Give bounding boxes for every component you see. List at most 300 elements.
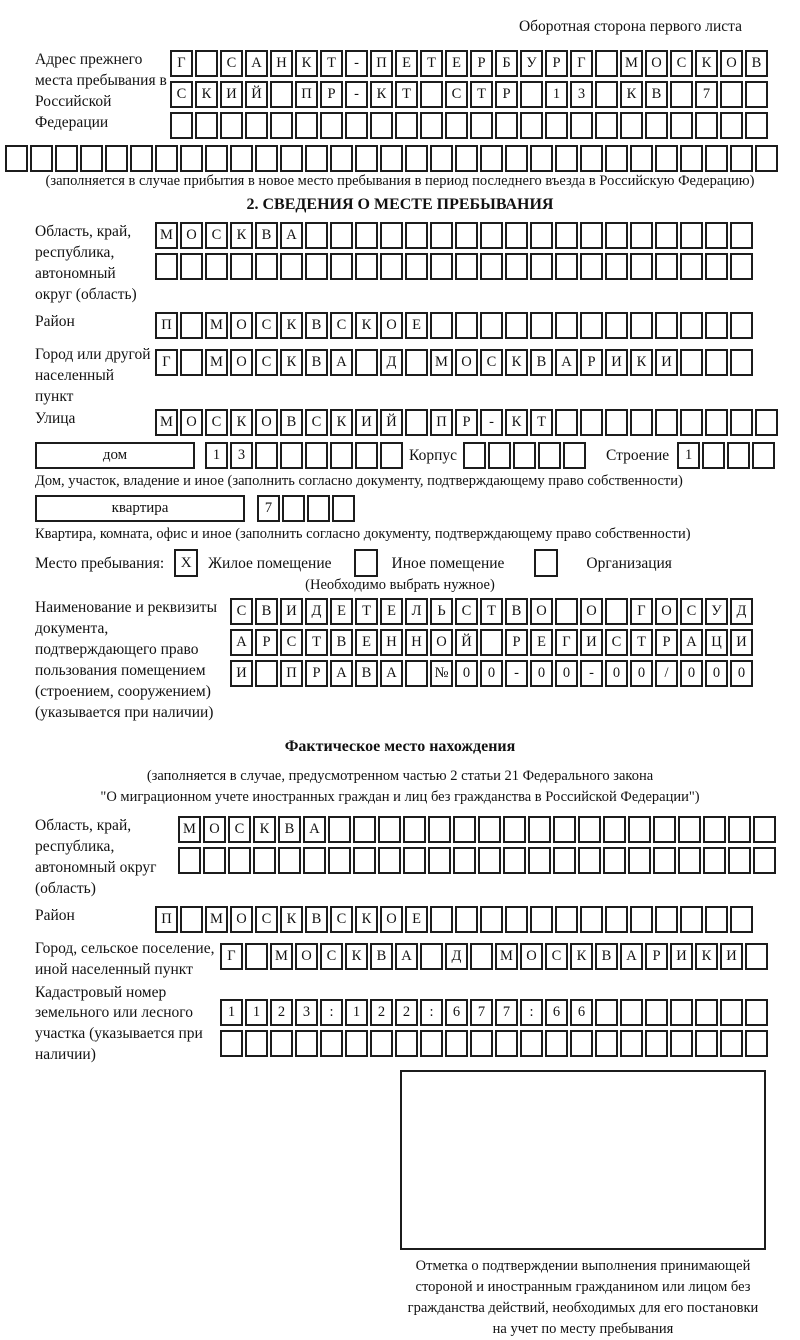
char-cell[interactable]: К bbox=[280, 312, 303, 339]
char-cell[interactable] bbox=[378, 847, 401, 874]
char-cell[interactable]: В bbox=[255, 222, 278, 249]
char-cell[interactable]: М bbox=[270, 943, 293, 970]
char-cell[interactable]: С bbox=[255, 312, 278, 339]
char-cell[interactable]: К bbox=[230, 222, 253, 249]
char-cell[interactable] bbox=[178, 847, 201, 874]
char-cell[interactable]: С bbox=[445, 81, 468, 108]
char-cell[interactable]: М bbox=[155, 409, 178, 436]
checkbox-other-premises[interactable] bbox=[354, 549, 378, 577]
char-cell[interactable]: О bbox=[230, 312, 253, 339]
char-cell[interactable] bbox=[730, 145, 753, 172]
char-cell[interactable]: С bbox=[605, 629, 628, 656]
char-cell[interactable] bbox=[620, 999, 643, 1026]
char-cell[interactable] bbox=[180, 312, 203, 339]
char-cell[interactable] bbox=[655, 312, 678, 339]
char-cell[interactable]: - bbox=[345, 50, 368, 77]
char-cell[interactable]: Т bbox=[530, 409, 553, 436]
char-cell[interactable] bbox=[595, 999, 618, 1026]
char-cell[interactable] bbox=[295, 112, 318, 139]
char-cell[interactable]: С bbox=[255, 906, 278, 933]
char-cell[interactable] bbox=[453, 847, 476, 874]
char-cell[interactable]: О bbox=[720, 50, 743, 77]
char-cell[interactable]: 6 bbox=[570, 999, 593, 1026]
char-cell[interactable] bbox=[428, 816, 451, 843]
char-cell[interactable]: Т bbox=[355, 598, 378, 625]
char-cell[interactable] bbox=[630, 312, 653, 339]
char-cell[interactable]: К bbox=[355, 906, 378, 933]
char-cell[interactable]: 2 bbox=[270, 999, 293, 1026]
char-cell[interactable]: В bbox=[278, 816, 301, 843]
char-cell[interactable] bbox=[355, 253, 378, 280]
char-cell[interactable]: А bbox=[395, 943, 418, 970]
char-cell[interactable]: В bbox=[645, 81, 668, 108]
char-cell[interactable] bbox=[280, 442, 303, 469]
char-cell[interactable]: Т bbox=[395, 81, 418, 108]
char-cell[interactable] bbox=[580, 906, 603, 933]
char-cell[interactable] bbox=[430, 906, 453, 933]
char-cell[interactable]: 0 bbox=[705, 660, 728, 687]
char-cell[interactable] bbox=[405, 660, 428, 687]
char-cell[interactable] bbox=[655, 409, 678, 436]
char-cell[interactable]: И bbox=[720, 943, 743, 970]
char-cell[interactable] bbox=[705, 222, 728, 249]
char-cell[interactable] bbox=[478, 847, 501, 874]
char-cell[interactable]: И bbox=[220, 81, 243, 108]
char-cell[interactable] bbox=[245, 1030, 268, 1057]
char-cell[interactable] bbox=[403, 847, 426, 874]
char-cell[interactable] bbox=[730, 349, 753, 376]
char-cell[interactable]: О bbox=[520, 943, 543, 970]
char-cell[interactable]: О bbox=[655, 598, 678, 625]
char-cell[interactable] bbox=[555, 409, 578, 436]
char-cell[interactable] bbox=[580, 253, 603, 280]
char-cell[interactable]: А bbox=[245, 50, 268, 77]
char-cell[interactable] bbox=[330, 222, 353, 249]
char-cell[interactable]: Д bbox=[730, 598, 753, 625]
char-cell[interactable]: О bbox=[530, 598, 553, 625]
char-cell[interactable] bbox=[480, 629, 503, 656]
char-cell[interactable] bbox=[355, 349, 378, 376]
char-cell[interactable] bbox=[405, 145, 428, 172]
char-cell[interactable] bbox=[430, 312, 453, 339]
char-cell[interactable] bbox=[355, 145, 378, 172]
char-cell[interactable] bbox=[305, 442, 328, 469]
char-cell[interactable] bbox=[270, 112, 293, 139]
char-cell[interactable] bbox=[180, 906, 203, 933]
char-cell[interactable] bbox=[280, 145, 303, 172]
char-cell[interactable]: Д bbox=[445, 943, 468, 970]
char-cell[interactable]: К bbox=[505, 349, 528, 376]
char-cell[interactable] bbox=[205, 145, 228, 172]
char-cell[interactable]: 1 bbox=[245, 999, 268, 1026]
char-cell[interactable] bbox=[395, 1030, 418, 1057]
char-cell[interactable] bbox=[255, 145, 278, 172]
char-cell[interactable]: В bbox=[355, 660, 378, 687]
char-cell[interactable]: Р bbox=[455, 409, 478, 436]
char-cell[interactable] bbox=[720, 112, 743, 139]
char-cell[interactable] bbox=[670, 999, 693, 1026]
char-cell[interactable]: С bbox=[455, 598, 478, 625]
char-cell[interactable] bbox=[520, 112, 543, 139]
char-cell[interactable]: К bbox=[195, 81, 218, 108]
char-cell[interactable]: Г bbox=[220, 943, 243, 970]
char-cell[interactable]: П bbox=[280, 660, 303, 687]
char-cell[interactable]: М bbox=[205, 906, 228, 933]
char-cell[interactable] bbox=[730, 222, 753, 249]
char-cell[interactable] bbox=[555, 598, 578, 625]
char-cell[interactable]: А bbox=[620, 943, 643, 970]
char-cell[interactable]: О bbox=[230, 906, 253, 933]
char-cell[interactable] bbox=[505, 253, 528, 280]
apartment-box[interactable]: квартира bbox=[35, 495, 245, 522]
char-cell[interactable] bbox=[203, 847, 226, 874]
char-cell[interactable]: П bbox=[295, 81, 318, 108]
char-cell[interactable]: А bbox=[380, 660, 403, 687]
char-cell[interactable] bbox=[270, 1030, 293, 1057]
char-cell[interactable] bbox=[380, 145, 403, 172]
char-cell[interactable]: М bbox=[620, 50, 643, 77]
char-cell[interactable] bbox=[445, 1030, 468, 1057]
char-cell[interactable] bbox=[205, 253, 228, 280]
char-cell[interactable] bbox=[503, 847, 526, 874]
char-cell[interactable] bbox=[680, 409, 703, 436]
char-cell[interactable] bbox=[655, 222, 678, 249]
char-cell[interactable]: Р bbox=[655, 629, 678, 656]
char-cell[interactable] bbox=[745, 1030, 768, 1057]
char-cell[interactable] bbox=[230, 145, 253, 172]
char-cell[interactable] bbox=[5, 145, 28, 172]
char-cell[interactable] bbox=[595, 50, 618, 77]
char-cell[interactable] bbox=[645, 1030, 668, 1057]
char-cell[interactable] bbox=[420, 112, 443, 139]
char-cell[interactable]: М bbox=[205, 349, 228, 376]
char-cell[interactable] bbox=[702, 442, 725, 469]
char-cell[interactable] bbox=[530, 253, 553, 280]
char-cell[interactable]: : bbox=[320, 999, 343, 1026]
char-cell[interactable]: И bbox=[605, 349, 628, 376]
char-cell[interactable]: Д bbox=[305, 598, 328, 625]
char-cell[interactable] bbox=[520, 1030, 543, 1057]
char-cell[interactable] bbox=[580, 145, 603, 172]
char-cell[interactable] bbox=[505, 906, 528, 933]
checkbox-organization[interactable] bbox=[534, 549, 558, 577]
char-cell[interactable] bbox=[595, 81, 618, 108]
char-cell[interactable]: В bbox=[595, 943, 618, 970]
char-cell[interactable]: К bbox=[695, 50, 718, 77]
char-cell[interactable]: № bbox=[430, 660, 453, 687]
char-cell[interactable] bbox=[403, 816, 426, 843]
char-cell[interactable] bbox=[455, 222, 478, 249]
char-cell[interactable]: М bbox=[205, 312, 228, 339]
char-cell[interactable] bbox=[530, 906, 553, 933]
char-cell[interactable] bbox=[630, 409, 653, 436]
char-cell[interactable] bbox=[495, 1030, 518, 1057]
char-cell[interactable]: И bbox=[730, 629, 753, 656]
char-cell[interactable] bbox=[620, 1030, 643, 1057]
char-cell[interactable]: В bbox=[305, 312, 328, 339]
char-cell[interactable]: В bbox=[370, 943, 393, 970]
char-cell[interactable] bbox=[495, 112, 518, 139]
char-cell[interactable] bbox=[745, 943, 768, 970]
char-cell[interactable] bbox=[270, 81, 293, 108]
char-cell[interactable] bbox=[470, 1030, 493, 1057]
char-cell[interactable]: К bbox=[253, 816, 276, 843]
char-cell[interactable]: - bbox=[580, 660, 603, 687]
char-cell[interactable] bbox=[320, 1030, 343, 1057]
char-cell[interactable] bbox=[603, 816, 626, 843]
char-cell[interactable] bbox=[330, 253, 353, 280]
char-cell[interactable] bbox=[420, 1030, 443, 1057]
char-cell[interactable] bbox=[503, 816, 526, 843]
char-cell[interactable] bbox=[245, 112, 268, 139]
char-cell[interactable]: 1 bbox=[345, 999, 368, 1026]
char-cell[interactable] bbox=[678, 847, 701, 874]
char-cell[interactable]: К bbox=[330, 409, 353, 436]
char-cell[interactable]: 2 bbox=[370, 999, 393, 1026]
char-cell[interactable] bbox=[480, 145, 503, 172]
char-cell[interactable]: 0 bbox=[555, 660, 578, 687]
char-cell[interactable] bbox=[680, 312, 703, 339]
char-cell[interactable]: У bbox=[705, 598, 728, 625]
char-cell[interactable]: О bbox=[230, 349, 253, 376]
char-cell[interactable]: Т bbox=[320, 50, 343, 77]
char-cell[interactable]: Е bbox=[380, 598, 403, 625]
char-cell[interactable] bbox=[680, 145, 703, 172]
char-cell[interactable]: 0 bbox=[455, 660, 478, 687]
char-cell[interactable]: С bbox=[255, 349, 278, 376]
char-cell[interactable]: Е bbox=[355, 629, 378, 656]
char-cell[interactable]: - bbox=[345, 81, 368, 108]
char-cell[interactable] bbox=[130, 145, 153, 172]
char-cell[interactable]: 0 bbox=[630, 660, 653, 687]
char-cell[interactable] bbox=[305, 253, 328, 280]
char-cell[interactable] bbox=[380, 222, 403, 249]
char-cell[interactable] bbox=[478, 816, 501, 843]
char-cell[interactable] bbox=[595, 112, 618, 139]
char-cell[interactable]: Ц bbox=[705, 629, 728, 656]
char-cell[interactable] bbox=[570, 1030, 593, 1057]
char-cell[interactable] bbox=[703, 816, 726, 843]
char-cell[interactable]: С bbox=[205, 222, 228, 249]
char-cell[interactable] bbox=[220, 112, 243, 139]
char-cell[interactable] bbox=[670, 1030, 693, 1057]
char-cell[interactable] bbox=[653, 847, 676, 874]
char-cell[interactable]: Т bbox=[470, 81, 493, 108]
char-cell[interactable]: Т bbox=[305, 629, 328, 656]
char-cell[interactable] bbox=[528, 847, 551, 874]
char-cell[interactable]: П bbox=[155, 312, 178, 339]
char-cell[interactable] bbox=[628, 847, 651, 874]
char-cell[interactable]: Т bbox=[480, 598, 503, 625]
char-cell[interactable] bbox=[730, 253, 753, 280]
char-cell[interactable]: Е bbox=[445, 50, 468, 77]
char-cell[interactable] bbox=[520, 81, 543, 108]
char-cell[interactable] bbox=[753, 847, 776, 874]
char-cell[interactable] bbox=[378, 816, 401, 843]
char-cell[interactable]: Т bbox=[420, 50, 443, 77]
char-cell[interactable]: Л bbox=[405, 598, 428, 625]
char-cell[interactable] bbox=[555, 145, 578, 172]
char-cell[interactable]: 2 bbox=[395, 999, 418, 1026]
char-cell[interactable] bbox=[655, 253, 678, 280]
char-cell[interactable] bbox=[328, 847, 351, 874]
char-cell[interactable] bbox=[455, 253, 478, 280]
char-cell[interactable]: С bbox=[330, 906, 353, 933]
char-cell[interactable] bbox=[605, 598, 628, 625]
char-cell[interactable]: 1 bbox=[677, 442, 700, 469]
char-cell[interactable] bbox=[395, 112, 418, 139]
char-cell[interactable]: К bbox=[230, 409, 253, 436]
char-cell[interactable] bbox=[755, 409, 778, 436]
char-cell[interactable] bbox=[428, 847, 451, 874]
char-cell[interactable]: Б bbox=[495, 50, 518, 77]
char-cell[interactable]: Т bbox=[630, 629, 653, 656]
char-cell[interactable]: О bbox=[255, 409, 278, 436]
char-cell[interactable] bbox=[605, 409, 628, 436]
char-cell[interactable]: Н bbox=[270, 50, 293, 77]
char-cell[interactable] bbox=[253, 847, 276, 874]
char-cell[interactable]: П bbox=[370, 50, 393, 77]
char-cell[interactable]: 7 bbox=[495, 999, 518, 1026]
char-cell[interactable] bbox=[255, 253, 278, 280]
char-cell[interactable] bbox=[630, 906, 653, 933]
char-cell[interactable]: 1 bbox=[205, 442, 228, 469]
char-cell[interactable] bbox=[745, 81, 768, 108]
char-cell[interactable]: К bbox=[280, 906, 303, 933]
char-cell[interactable] bbox=[370, 112, 393, 139]
char-cell[interactable]: К bbox=[620, 81, 643, 108]
char-cell[interactable]: Р bbox=[645, 943, 668, 970]
char-cell[interactable] bbox=[745, 999, 768, 1026]
char-cell[interactable]: О bbox=[203, 816, 226, 843]
char-cell[interactable]: П bbox=[430, 409, 453, 436]
char-cell[interactable] bbox=[463, 442, 486, 469]
char-cell[interactable] bbox=[705, 312, 728, 339]
char-cell[interactable]: - bbox=[480, 409, 503, 436]
char-cell[interactable]: Р bbox=[580, 349, 603, 376]
char-cell[interactable] bbox=[220, 1030, 243, 1057]
char-cell[interactable] bbox=[545, 1030, 568, 1057]
char-cell[interactable] bbox=[705, 349, 728, 376]
char-cell[interactable] bbox=[505, 222, 528, 249]
char-cell[interactable]: С bbox=[220, 50, 243, 77]
char-cell[interactable] bbox=[530, 145, 553, 172]
char-cell[interactable] bbox=[278, 847, 301, 874]
char-cell[interactable]: 3 bbox=[230, 442, 253, 469]
char-cell[interactable] bbox=[752, 442, 775, 469]
char-cell[interactable] bbox=[570, 112, 593, 139]
char-cell[interactable] bbox=[355, 222, 378, 249]
char-cell[interactable] bbox=[720, 999, 743, 1026]
char-cell[interactable] bbox=[538, 442, 561, 469]
char-cell[interactable]: Д bbox=[380, 349, 403, 376]
char-cell[interactable]: О bbox=[645, 50, 668, 77]
char-cell[interactable]: Р bbox=[305, 660, 328, 687]
char-cell[interactable] bbox=[430, 222, 453, 249]
char-cell[interactable]: В bbox=[745, 50, 768, 77]
char-cell[interactable] bbox=[728, 847, 751, 874]
char-cell[interactable]: В bbox=[330, 629, 353, 656]
char-cell[interactable] bbox=[730, 906, 753, 933]
char-cell[interactable] bbox=[405, 349, 428, 376]
char-cell[interactable] bbox=[555, 906, 578, 933]
char-cell[interactable] bbox=[470, 112, 493, 139]
char-cell[interactable] bbox=[605, 222, 628, 249]
char-cell[interactable] bbox=[680, 222, 703, 249]
char-cell[interactable] bbox=[505, 145, 528, 172]
char-cell[interactable] bbox=[603, 847, 626, 874]
char-cell[interactable]: : bbox=[420, 999, 443, 1026]
char-cell[interactable] bbox=[578, 847, 601, 874]
char-cell[interactable] bbox=[405, 222, 428, 249]
char-cell[interactable]: К bbox=[370, 81, 393, 108]
char-cell[interactable] bbox=[680, 349, 703, 376]
char-cell[interactable]: И bbox=[670, 943, 693, 970]
char-cell[interactable] bbox=[303, 847, 326, 874]
char-cell[interactable]: Р bbox=[255, 629, 278, 656]
char-cell[interactable] bbox=[170, 112, 193, 139]
char-cell[interactable]: С bbox=[680, 598, 703, 625]
char-cell[interactable] bbox=[745, 112, 768, 139]
char-cell[interactable]: 6 bbox=[445, 999, 468, 1026]
char-cell[interactable]: К bbox=[630, 349, 653, 376]
char-cell[interactable] bbox=[345, 1030, 368, 1057]
char-cell[interactable]: Е bbox=[330, 598, 353, 625]
char-cell[interactable] bbox=[80, 145, 103, 172]
char-cell[interactable] bbox=[430, 145, 453, 172]
char-cell[interactable] bbox=[753, 816, 776, 843]
char-cell[interactable] bbox=[580, 409, 603, 436]
char-cell[interactable]: Е bbox=[405, 906, 428, 933]
char-cell[interactable] bbox=[330, 145, 353, 172]
char-cell[interactable] bbox=[653, 816, 676, 843]
char-cell[interactable]: А bbox=[303, 816, 326, 843]
char-cell[interactable]: О bbox=[455, 349, 478, 376]
char-cell[interactable] bbox=[370, 1030, 393, 1057]
char-cell[interactable]: В bbox=[255, 598, 278, 625]
char-cell[interactable]: Е bbox=[530, 629, 553, 656]
char-cell[interactable] bbox=[353, 847, 376, 874]
char-cell[interactable] bbox=[228, 847, 251, 874]
char-cell[interactable]: 3 bbox=[295, 999, 318, 1026]
char-cell[interactable]: И bbox=[655, 349, 678, 376]
char-cell[interactable] bbox=[295, 1030, 318, 1057]
char-cell[interactable] bbox=[55, 145, 78, 172]
char-cell[interactable] bbox=[620, 112, 643, 139]
char-cell[interactable]: А bbox=[230, 629, 253, 656]
char-cell[interactable] bbox=[453, 816, 476, 843]
char-cell[interactable] bbox=[670, 81, 693, 108]
char-cell[interactable]: У bbox=[520, 50, 543, 77]
char-cell[interactable] bbox=[553, 847, 576, 874]
char-cell[interactable] bbox=[630, 222, 653, 249]
char-cell[interactable] bbox=[195, 50, 218, 77]
char-cell[interactable] bbox=[307, 495, 330, 522]
char-cell[interactable] bbox=[480, 312, 503, 339]
char-cell[interactable] bbox=[680, 253, 703, 280]
char-cell[interactable] bbox=[353, 816, 376, 843]
char-cell[interactable] bbox=[720, 1030, 743, 1057]
char-cell[interactable] bbox=[380, 253, 403, 280]
char-cell[interactable]: А bbox=[330, 349, 353, 376]
char-cell[interactable] bbox=[605, 145, 628, 172]
char-cell[interactable] bbox=[180, 349, 203, 376]
char-cell[interactable] bbox=[705, 409, 728, 436]
char-cell[interactable]: В bbox=[505, 598, 528, 625]
char-cell[interactable]: / bbox=[655, 660, 678, 687]
char-cell[interactable] bbox=[328, 816, 351, 843]
char-cell[interactable]: П bbox=[155, 906, 178, 933]
